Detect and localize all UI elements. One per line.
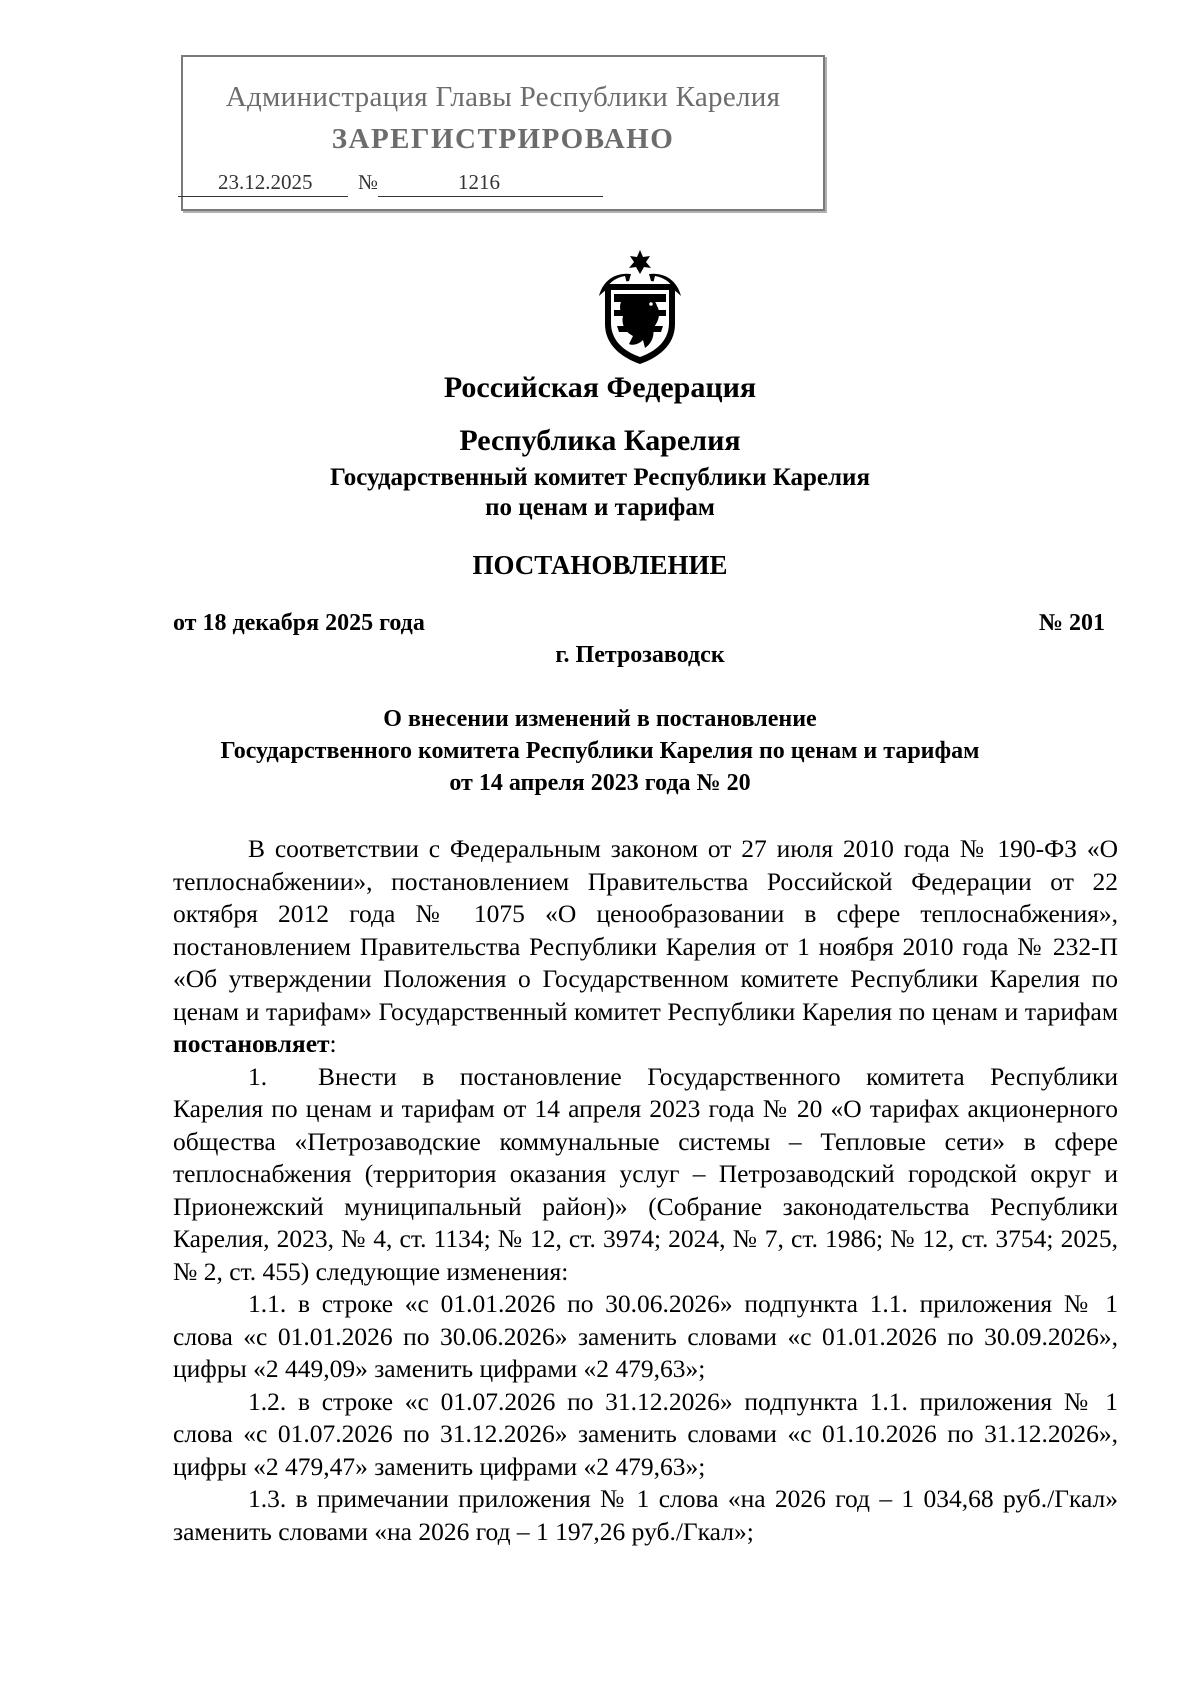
item-1-paragraph [173,1061,1118,1289]
stamp-date: 23.12.2025 [178,169,348,197]
document-type: ПОСТАНОВЛЕНИЕ [472,550,728,580]
preamble-colon: : [329,1029,337,1058]
document-title-line2: Государственного комитета Республики Карелия по ценам и тарифам [220,738,980,764]
stamp-organization: Администрация Главы Республики Карелия [225,81,781,113]
document-body [173,833,1118,1548]
item-1-1-paragraph: 1.1. в строке «с 01.01.2026 по 30.06.2026» подпункта 1.1. приложения № 1 слова «с 01.01.2026 по 30.06.2026» заменить словами «с 01.01.2026 по 30.09.2026», цифры «2 449,09» заменить цифрами «2 479,63»; [173,1289,1118,1383]
stamp-status: ЗАРЕГИСТРИРОВАНО [331,123,675,155]
committee-heading-line1: Государственный комитет Республики Карелия [330,464,870,491]
document-title-line1: О внесении изменений в постановление [383,706,817,732]
stamp-number-sign: № [358,170,379,194]
item-1-3-paragraph: 1.3. в примечании приложения № 1 слова «на 2026 год – 1 034,68 руб./Гкал» заменить словами «на 2026 год – 1 197,26 руб./Гкал»; [173,1484,1118,1546]
document-date: от 18 декабря 2025 года [173,610,425,636]
preamble-text: В соответствии с Федеральным законом от 27 июля 2010 года № 190-ФЗ «О теплоснабжении», постановлением Правительства Российской Федерации от 22 октября 2012 года № 1075 «О ценообразовании в сфере теплоснабжения», постановлением Правительства Республики Карелия от 1 ноября 2010 года № 232-П «Об утверждении Положения о Государственном комитете Республики Карелия по ценам и тарифам» Государственный комитет Республики Карелия по ценам и тарифам [173,834,1118,1026]
document-title-line3: от 14 апреля 2023 года № 20 [449,770,751,796]
preamble-paragraph [173,833,1118,1061]
document-city: г. Петрозаводск [555,642,725,668]
karelia-coat-of-arms-icon [591,248,689,366]
item-1-number: 1. [248,1061,268,1091]
republic-heading: Республика Карелия [459,424,741,457]
item-1-2-paragraph: 1.2. в строке «с 01.07.2026 по 31.12.2026» подпункта 1.1. приложения № 1 слова «с 01.07.2026 по 31.12.2026» заменить словами «с 01.10.2026 по 31.12.2026», цифры «2 479,47» заменить цифрами «2 479,63»; [173,1386,1118,1481]
document-number: № 201 [1038,610,1105,636]
preamble-decides: постановляет [173,1029,330,1058]
registration-stamp [181,55,825,211]
item-1-text: Внести в постановление Государственного комитета Республики Карелия по ценам и тарифам от 14 апреля 2023 года № 20 «О тарифах акционерного общества «Петрозаводские коммунальные системы – Тепловые сети» в сфере теплоснабжения (территория оказания услуг – Петрозаводский городской округ и Прионежский муниципальный район)» (Собрание законодательства Республики Карелия, 2023, № 4, ст. 1134; № 12, ст. 3974; 2024, № 7, ст. 1986; № 12, ст. 3754; 2025, № 2, ст. 455) следующие изменения: [173,1061,1118,1286]
committee-heading-line2: по ценам и тарифам [485,494,715,521]
stamp-number: 1216 [378,169,603,197]
country-heading: Российская Федерация [443,371,757,404]
